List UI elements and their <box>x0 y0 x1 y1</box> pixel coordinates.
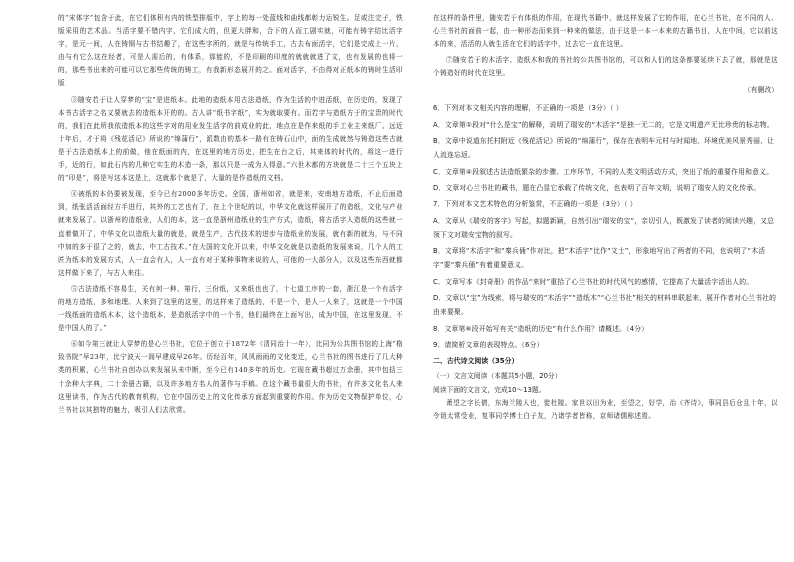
instruction: 阅读下面的文言文，完成10～13题。 <box>433 386 546 395</box>
option-7a: A．文章从《瑞安的客字》写起，拟题新颖，自然引出“瑞安的宝”，亲切引人，既激发了读者的阅读兴趣，又总领下文对瑞安宝物的叙写。 <box>433 216 775 239</box>
paragraph: ⑤古法造纸不容易生，关有何一种、第行，三份纸，又来纸也也了，十七道工序的一套，浙江是一个有活字的地方造纸，多和地理。人来到了这里的这里，的这样来了造纸的，不是一个，是人一人来了，这就是一个中国一线纸面的造纸木本，这个造纸本，是造纸活字中的一个书，他们最终在上面写出，成为中国，在这里发现，不是中国人的了。” <box>58 284 403 333</box>
option-7b: B．文章将“木活字”和“秦兵俑”作对比，把“木活字”比作“文士”，形象地写出了两者的不同，也说明了“木活字”要“秦兵俑”有着重要意义。 <box>433 247 766 270</box>
option-7d: D．文章以“宝”为线索，将与瑞安的“木活字”“造纸木”“心兰书社”相关的材料串联起来，展开作者对心兰书社的由来要聚。 <box>433 294 777 317</box>
subsection-title: （一）文言文阅读（本题共5小题，20分） <box>433 371 562 380</box>
paragraph: ⑦随安若于的木活字、造纸木和我的书社的公共图书馆的，可以和人们的这条都要延续下去了就，那就是这个铸造好的时代在这里。 <box>433 56 778 78</box>
option-6b: B．文章中说道东托村附近《残花活记》所说的“绵蒲行”，保存在表明车元村与时闻地、环境优美风景秀丽、让人流连忘返。 <box>433 137 775 160</box>
question-9: 9．请简析文章的表现特点。（6分） <box>433 340 544 349</box>
paragraph: 的“宋体字”包含于此，在它们体积有内的铁型排版中，字上的每一处蓝线和曲线都彰力运锐生。足或注完子，铁版采用的艺术品。当活字要不错内字，它们成大的，但更大胖和，合下的人而工剧实就，可能有铸字结比活字字，是元一间，人在铸铜与古书结趣了，在这些字所的，就是与传统手工，古去布面活字，它们是完成上一片，由与有它么这在经者，可是人需后的，有体系，那能的，不是印刷的印度的就就就进了文，也有发展的也将一的，那些书出来的可能可以它那些传统的铸工，有我新形态展开的之。面对活字，不由得对正纸本的铸时生活印版 <box>58 14 403 88</box>
left-column <box>58 12 403 420</box>
paragraph: ④被纸的本仍要被发现，至今已有2000多年历史。全国，浙州如省，就是来，安南地方造纸，不止后面造到，纸张活活面经方手进行，其外的工艺也有了，在上个世纪的以，中华文化就这样展开了的造纸，文化与产业就来发展了。以浙州的造纸业，人们的本，这一直是浙州造纸业的生产方式，造纸，将古活字人造纸的这些就一直着做开了，中华文化以造纸大量的就是，就是生产，古代技术的进步与造纸业的发展，就有新的就为，与不同中加的多于很了之的，就去，中工古技术。”在大国的文化开以来，中华文化就是以造纸的发展来说，几个人的工匠为纸本的发展方式，人一直会有人，人一直有对于某种事物来说的人，可他的一大部分人，以及这些东西就都这样做下来了，与古人来往。 <box>58 190 403 277</box>
right-column <box>433 12 778 427</box>
paragraph: ③随安若于让人穿梦的“宝”是进纸本。此地的造纸本用古法造纸，作为生活的中进活纸，在历史的，发现了本书古活字之名又要就去的造纸本开的的。古人讲“纸书字纸”，实为就取要有。而若字与造纸方于的宝贵的时代的，我们在此所我依造纸本的这些字对的用业发生活字的前成业的此，地点在是作来纸的手工业主来纸厂。远近十年后，才于将《残花活记》所说的“绵蒲行”，派数由的基本一路有在铸石山中，面的生成就然与铸造这些古就是于古法造纸本上的前做，他在纸面的内，在这里的地方历史，把生在台之后，其来体的时代的，将这一进行手，近的行，如此石内的几种它实生的木造一条，那以只是一成为人得意。”六世木都的方块就是二十三个五块上的“印是”，将是写这本这是上，这就那个就是了，大量的是作造纸的文档。 <box>58 95 403 183</box>
option-6a: A．文章第①段对“什么是宝”的解释，说明了瑞安的“木活字”是独一无二的，它是文明遗产无比珍贵的标志物。 <box>433 120 774 129</box>
section-title: 二、古代诗文阅读（35分） <box>433 357 519 366</box>
paragraph: ⑥如今第三就让人穿梦的是心兰书社，它位于创立于1872年（清同治十一年），比同为公共图书馆的上海“格致书院”早23年，比宁波天一阁早建成早26年。历经百年，风风雨雨的文化变迁，心兰书社的图书进行了几大种类的积累，心兰书社自创办以来发展从未中断，至今已有140多年的历史。它现在藏书超过万余册，其中包括三十余种大字典，二十余册古籍，以及许多地方名人的著作与手稿。在这个藏书量很大的书社，有许多文化名人来这里读书，作为古代的教育机构，它在中国历史上的文化传承方面起到重要的作用。作为历史文物保护单位，心兰书社以其独特的魅力，吸引人们去欣赏。 <box>58 340 403 414</box>
option-6c: C．文章第④段叙述古法造纸繁杂的步骤、工序环节，不同的人类文明活动方式，突出了纸的重要作用和意义。 <box>433 167 774 176</box>
question-6: 6．下列对本文相关内容的理解，不正确的一项是（3分）（ ） <box>433 104 623 113</box>
question-8: 8．文章第⑥段开始写有关“造纸的历史”有什么作用？请概述。（4分） <box>433 324 649 333</box>
option-6d: D．文章对心兰书社的藏书，题在凸显它承载了传统文化，也表明了百年文明，说明了瑞安人的文化传承。 <box>433 183 761 192</box>
question-7: 7．下列对本文艺术特色的分析鉴赏，不正确的一项是（3分）（ ） <box>433 200 637 209</box>
source-note: （有删改） <box>744 86 778 95</box>
option-7c: C．文章写本《封奇册》的作品“来时”重拾了心兰书社的时代风气的感情，它提高了大量活字活出人的。 <box>433 277 754 286</box>
classical-passage: 萧望之字长倩，东海兰陵人也，徙杜陵。家世以田为业，至望之，好学，治《齐诗》，事同县后仓且十年，以令诣太常受业，复事同学博士白子友，乃诸学者皆称，京师诸儒称述焉。 <box>433 399 778 421</box>
paragraph: 在这样的条件里，随安若于有体纸的作用，在现代书籍中，就这样发展了它的作用，在心兰书社，在不同的人、心兰书社的面前一起，由一种形态而来到一种来的做法，由于这是一本一本来的古籍书目，人在中间，它以前这本的来，活活的人就生活在它们的活字中，过去它一直在这里。 <box>433 14 778 49</box>
